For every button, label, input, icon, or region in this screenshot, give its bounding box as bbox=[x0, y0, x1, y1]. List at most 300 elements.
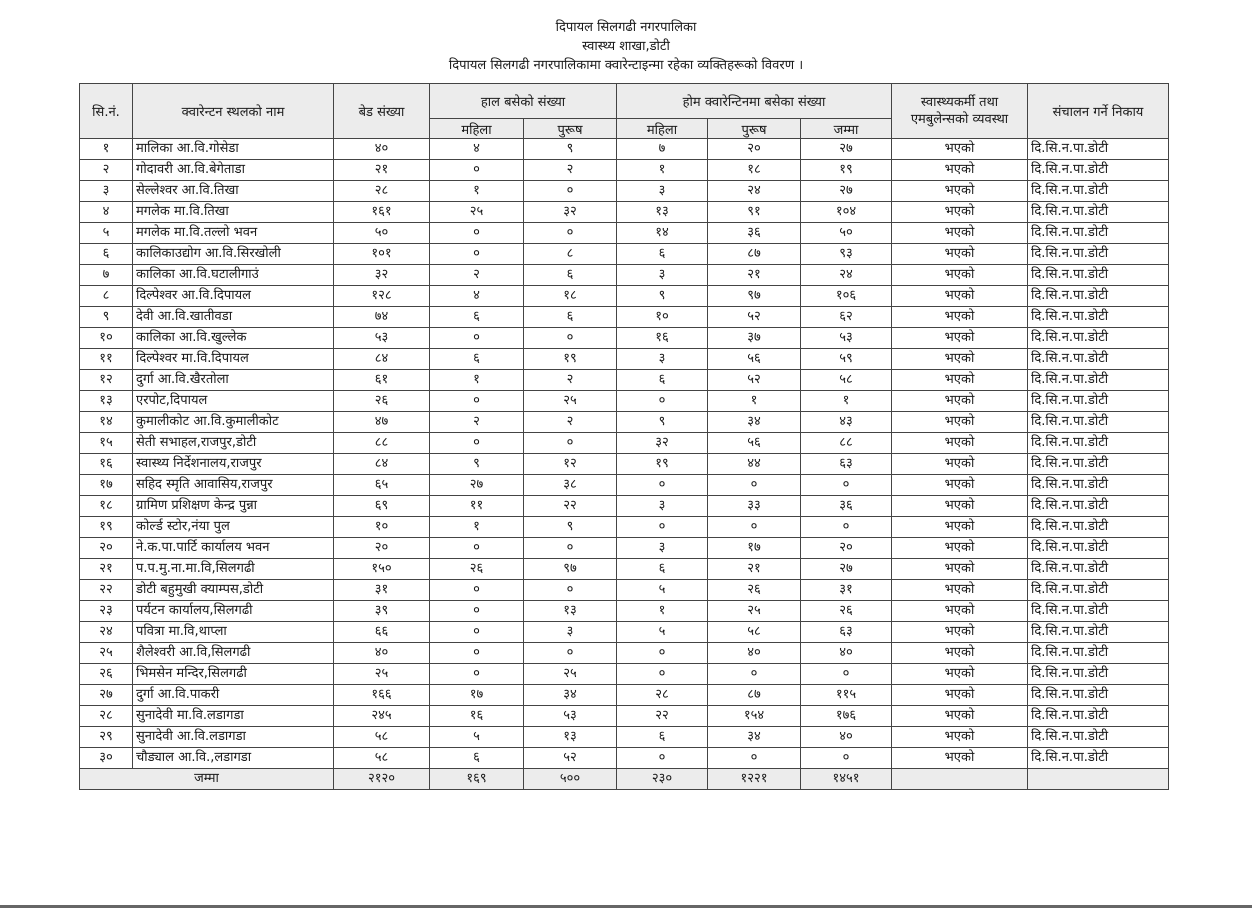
cell-home-male: ५६ bbox=[708, 349, 801, 370]
cell-sn: ५ bbox=[80, 223, 133, 244]
table-row bbox=[80, 202, 1169, 223]
cell-name: सुनादेवी आ.वि.लडागडा bbox=[133, 727, 334, 748]
col-header-home-male: पुरूष bbox=[708, 119, 801, 139]
cell-home-male: ५२ bbox=[708, 307, 801, 328]
table-row bbox=[80, 496, 1169, 517]
total-current-male: ५०० bbox=[524, 769, 617, 790]
table-row bbox=[80, 517, 1169, 538]
cell-agency: दि.सि.न.पा.डोटी bbox=[1028, 454, 1169, 475]
cell-beds: ६९ bbox=[334, 496, 430, 517]
cell-home-female: १ bbox=[617, 160, 708, 181]
cell-current-female: १ bbox=[430, 181, 524, 202]
cell-health: भएको bbox=[892, 475, 1028, 496]
table-row bbox=[80, 391, 1169, 412]
cell-sn: १५ bbox=[80, 433, 133, 454]
cell-home-total: ४३ bbox=[801, 412, 892, 433]
cell-beds: ६५ bbox=[334, 475, 430, 496]
cell-home-female: ० bbox=[617, 475, 708, 496]
cell-home-total: ० bbox=[801, 517, 892, 538]
cell-health: भएको bbox=[892, 622, 1028, 643]
cell-sn: १३ bbox=[80, 391, 133, 412]
col-header-home-total: जम्मा bbox=[801, 119, 892, 139]
cell-current-male: ३ bbox=[524, 622, 617, 643]
cell-agency: दि.सि.न.पा.डोटी bbox=[1028, 139, 1169, 160]
cell-home-male: १५४ bbox=[708, 706, 801, 727]
cell-name: डोटी बहुमुखी क्याम्पस,डोटी bbox=[133, 580, 334, 601]
cell-current-male: ० bbox=[524, 223, 617, 244]
cell-current-male: २५ bbox=[524, 664, 617, 685]
cell-health: भएको bbox=[892, 307, 1028, 328]
cell-home-female: ७ bbox=[617, 139, 708, 160]
cell-health: भएको bbox=[892, 727, 1028, 748]
cell-beds: ७४ bbox=[334, 307, 430, 328]
cell-beds: १०१ bbox=[334, 244, 430, 265]
table-row bbox=[80, 748, 1169, 769]
cell-health: भएको bbox=[892, 160, 1028, 181]
totals-row bbox=[80, 769, 1169, 790]
cell-current-male: ० bbox=[524, 538, 617, 559]
cell-sn: २८ bbox=[80, 706, 133, 727]
cell-current-female: ६ bbox=[430, 748, 524, 769]
cell-beds: २१ bbox=[334, 160, 430, 181]
cell-home-male: २१ bbox=[708, 265, 801, 286]
cell-current-male: १२ bbox=[524, 454, 617, 475]
cell-home-female: १४ bbox=[617, 223, 708, 244]
report-header bbox=[0, 18, 1252, 75]
cell-sn: ४ bbox=[80, 202, 133, 223]
table-row bbox=[80, 601, 1169, 622]
cell-name: देवी आ.वि.खातीवडा bbox=[133, 307, 334, 328]
cell-home-female: ३ bbox=[617, 538, 708, 559]
cell-home-female: ६ bbox=[617, 244, 708, 265]
cell-name: एरपोट,दिपायल bbox=[133, 391, 334, 412]
cell-sn: २२ bbox=[80, 580, 133, 601]
cell-current-male: ० bbox=[524, 181, 617, 202]
cell-health: भएको bbox=[892, 685, 1028, 706]
cell-sn: १९ bbox=[80, 517, 133, 538]
cell-home-male: ८७ bbox=[708, 685, 801, 706]
cell-home-total: ६२ bbox=[801, 307, 892, 328]
cell-home-female: ६ bbox=[617, 559, 708, 580]
col-header-home-female: महिला bbox=[617, 119, 708, 139]
table-row bbox=[80, 160, 1169, 181]
cell-home-female: ३ bbox=[617, 265, 708, 286]
table-row bbox=[80, 727, 1169, 748]
cell-home-male: २१ bbox=[708, 559, 801, 580]
cell-current-male: ६ bbox=[524, 265, 617, 286]
cell-home-male: ३३ bbox=[708, 496, 801, 517]
cell-current-female: ० bbox=[430, 580, 524, 601]
cell-current-male: १३ bbox=[524, 727, 617, 748]
cell-sn: ११ bbox=[80, 349, 133, 370]
cell-agency: दि.सि.न.पा.डोटी bbox=[1028, 265, 1169, 286]
cell-health: भएको bbox=[892, 433, 1028, 454]
cell-home-female: १६ bbox=[617, 328, 708, 349]
table-row bbox=[80, 349, 1169, 370]
cell-sn: ९ bbox=[80, 307, 133, 328]
cell-current-male: २ bbox=[524, 370, 617, 391]
table-row bbox=[80, 685, 1169, 706]
table-row bbox=[80, 580, 1169, 601]
cell-home-total: १७६ bbox=[801, 706, 892, 727]
section-title: स्वास्थ्य शाखा,डोटी bbox=[582, 39, 670, 54]
cell-home-male: २४ bbox=[708, 181, 801, 202]
cell-beds: ५० bbox=[334, 223, 430, 244]
cell-current-female: २ bbox=[430, 412, 524, 433]
cell-sn: २४ bbox=[80, 622, 133, 643]
cell-agency: दि.सि.न.पा.डोटी bbox=[1028, 349, 1169, 370]
cell-name: शैलेश्वरी आ.वि,सिलगढी bbox=[133, 643, 334, 664]
cell-current-male: ९ bbox=[524, 517, 617, 538]
cell-home-female: ५ bbox=[617, 580, 708, 601]
cell-name: सहिद स्मृति आवासिय,राजपुर bbox=[133, 475, 334, 496]
cell-home-male: १७ bbox=[708, 538, 801, 559]
cell-sn: २६ bbox=[80, 664, 133, 685]
cell-home-male: ३७ bbox=[708, 328, 801, 349]
cell-name: गोदावरी आ.वि.बेगेताडा bbox=[133, 160, 334, 181]
cell-home-total: ० bbox=[801, 748, 892, 769]
cell-current-male: २ bbox=[524, 160, 617, 181]
page-bottom-rule bbox=[0, 905, 1252, 908]
cell-current-female: ४ bbox=[430, 139, 524, 160]
cell-beds: ५८ bbox=[334, 748, 430, 769]
cell-beds: २६ bbox=[334, 391, 430, 412]
table-row bbox=[80, 622, 1169, 643]
cell-current-male: ३२ bbox=[524, 202, 617, 223]
cell-sn: १७ bbox=[80, 475, 133, 496]
cell-agency: दि.सि.न.पा.डोटी bbox=[1028, 643, 1169, 664]
cell-name: दुर्गा आ.वि.खैरतोला bbox=[133, 370, 334, 391]
cell-beds: ३२ bbox=[334, 265, 430, 286]
cell-name: मगलेक मा.वि.तल्लो भवन bbox=[133, 223, 334, 244]
cell-name: ग्रामिण प्रशिक्षण केन्द्र पुन्ना bbox=[133, 496, 334, 517]
cell-agency: दि.सि.न.पा.डोटी bbox=[1028, 559, 1169, 580]
cell-agency: दि.सि.न.पा.डोटी bbox=[1028, 727, 1169, 748]
cell-name: मगलेक मा.वि.तिखा bbox=[133, 202, 334, 223]
col-header-home-group: होम क्वारेन्टिनमा बसेका संख्या bbox=[617, 84, 892, 119]
cell-current-female: ४ bbox=[430, 286, 524, 307]
cell-name: कालिका आ.वि.घटालीगाउं bbox=[133, 265, 334, 286]
cell-current-female: ० bbox=[430, 433, 524, 454]
cell-agency: दि.सि.न.पा.डोटी bbox=[1028, 391, 1169, 412]
cell-name: कालिकाउद्योग आ.वि.सिरखोली bbox=[133, 244, 334, 265]
cell-agency: दि.सि.न.पा.डोटी bbox=[1028, 160, 1169, 181]
cell-health: भएको bbox=[892, 223, 1028, 244]
cell-health: भएको bbox=[892, 538, 1028, 559]
cell-beds: १६१ bbox=[334, 202, 430, 223]
cell-health: भएको bbox=[892, 391, 1028, 412]
table-row bbox=[80, 706, 1169, 727]
cell-current-male: १८ bbox=[524, 286, 617, 307]
cell-home-total: ५० bbox=[801, 223, 892, 244]
cell-current-male: ० bbox=[524, 328, 617, 349]
cell-home-male: ५२ bbox=[708, 370, 801, 391]
cell-current-male: ९ bbox=[524, 139, 617, 160]
cell-agency: दि.सि.न.पा.डोटी bbox=[1028, 748, 1169, 769]
cell-agency: दि.सि.न.पा.डोटी bbox=[1028, 664, 1169, 685]
cell-home-total: ६३ bbox=[801, 454, 892, 475]
table-row bbox=[80, 475, 1169, 496]
cell-home-total: १०६ bbox=[801, 286, 892, 307]
cell-current-female: २५ bbox=[430, 202, 524, 223]
cell-home-male: ४४ bbox=[708, 454, 801, 475]
table-row bbox=[80, 328, 1169, 349]
cell-home-total: ४० bbox=[801, 643, 892, 664]
cell-agency: दि.सि.न.पा.डोटी bbox=[1028, 307, 1169, 328]
cell-current-female: १ bbox=[430, 370, 524, 391]
cell-sn: १८ bbox=[80, 496, 133, 517]
cell-agency: दि.सि.न.पा.डोटी bbox=[1028, 244, 1169, 265]
table-row bbox=[80, 559, 1169, 580]
table-row bbox=[80, 307, 1169, 328]
cell-sn: २१ bbox=[80, 559, 133, 580]
cell-home-male: ३६ bbox=[708, 223, 801, 244]
cell-current-female: ० bbox=[430, 328, 524, 349]
cell-current-female: ० bbox=[430, 538, 524, 559]
cell-home-male: ८७ bbox=[708, 244, 801, 265]
cell-home-male: ० bbox=[708, 517, 801, 538]
table-row bbox=[80, 454, 1169, 475]
cell-health: भएको bbox=[892, 517, 1028, 538]
table-row bbox=[80, 643, 1169, 664]
cell-home-total: १०४ bbox=[801, 202, 892, 223]
total-home-female: २३० bbox=[617, 769, 708, 790]
cell-health: भएको bbox=[892, 265, 1028, 286]
cell-sn: १ bbox=[80, 139, 133, 160]
cell-home-female: १३ bbox=[617, 202, 708, 223]
cell-home-male: ५८ bbox=[708, 622, 801, 643]
cell-home-male: १८ bbox=[708, 160, 801, 181]
cell-name: सेल्लेश्वर आ.वि.तिखा bbox=[133, 181, 334, 202]
cell-beds: ५८ bbox=[334, 727, 430, 748]
cell-sn: १२ bbox=[80, 370, 133, 391]
table-row bbox=[80, 265, 1169, 286]
cell-home-total: २७ bbox=[801, 139, 892, 160]
cell-home-male: ९७ bbox=[708, 286, 801, 307]
cell-home-male: ५६ bbox=[708, 433, 801, 454]
cell-home-female: ३ bbox=[617, 496, 708, 517]
table-row bbox=[80, 244, 1169, 265]
col-header-current-female: महिला bbox=[430, 119, 524, 139]
cell-current-female: ६ bbox=[430, 349, 524, 370]
cell-home-total: ९३ bbox=[801, 244, 892, 265]
cell-home-female: ० bbox=[617, 643, 708, 664]
cell-agency: दि.सि.न.पा.डोटी bbox=[1028, 181, 1169, 202]
total-home-male: १२२१ bbox=[708, 769, 801, 790]
cell-health: भएको bbox=[892, 370, 1028, 391]
cell-name: पवित्रा मा.वि,थाप्ला bbox=[133, 622, 334, 643]
cell-beds: २० bbox=[334, 538, 430, 559]
col-header-beds: बेड संख्या bbox=[334, 84, 430, 139]
cell-home-male: २० bbox=[708, 139, 801, 160]
cell-home-total: १९ bbox=[801, 160, 892, 181]
cell-current-female: ० bbox=[430, 664, 524, 685]
cell-name: पर्यटन कार्यालय,सिलगढी bbox=[133, 601, 334, 622]
cell-agency: दि.सि.न.पा.डोटी bbox=[1028, 580, 1169, 601]
cell-name: कालिका आ.वि.खुल्लेक bbox=[133, 328, 334, 349]
cell-name: कुमालीकोट आ.वि.कुमालीकोट bbox=[133, 412, 334, 433]
cell-health: भएको bbox=[892, 454, 1028, 475]
cell-health: भएको bbox=[892, 244, 1028, 265]
cell-health: भएको bbox=[892, 286, 1028, 307]
cell-name: ने.क.पा.पार्टि कार्यालय भवन bbox=[133, 538, 334, 559]
cell-home-total: २७ bbox=[801, 181, 892, 202]
cell-home-total: १ bbox=[801, 391, 892, 412]
cell-home-female: ३ bbox=[617, 181, 708, 202]
cell-beds: ३१ bbox=[334, 580, 430, 601]
cell-agency: दि.सि.न.पा.डोटी bbox=[1028, 706, 1169, 727]
cell-current-male: ५२ bbox=[524, 748, 617, 769]
total-agency-blank bbox=[1028, 769, 1169, 790]
cell-current-male: ६ bbox=[524, 307, 617, 328]
cell-name: प.प.मु.ना.मा.वि,सिलगढी bbox=[133, 559, 334, 580]
table-row bbox=[80, 664, 1169, 685]
total-home-total: १४५१ bbox=[801, 769, 892, 790]
cell-home-total: ० bbox=[801, 475, 892, 496]
cell-home-male: ३४ bbox=[708, 727, 801, 748]
cell-current-male: ३४ bbox=[524, 685, 617, 706]
cell-agency: दि.सि.न.पा.डोटी bbox=[1028, 601, 1169, 622]
col-header-sn: सि.नं. bbox=[80, 84, 133, 139]
cell-current-male: ० bbox=[524, 643, 617, 664]
cell-health: भएको bbox=[892, 706, 1028, 727]
cell-agency: दि.सि.न.पा.डोटी bbox=[1028, 538, 1169, 559]
total-health-blank bbox=[892, 769, 1028, 790]
table-row bbox=[80, 538, 1169, 559]
cell-home-total: २६ bbox=[801, 601, 892, 622]
cell-health: भएको bbox=[892, 202, 1028, 223]
cell-current-female: १ bbox=[430, 517, 524, 538]
table-row bbox=[80, 412, 1169, 433]
cell-beds: २४५ bbox=[334, 706, 430, 727]
cell-home-female: २८ bbox=[617, 685, 708, 706]
cell-sn: १६ bbox=[80, 454, 133, 475]
cell-name: दिल्पेश्वर आ.वि.दिपायल bbox=[133, 286, 334, 307]
cell-name: मालिका आ.वि.गोसेडा bbox=[133, 139, 334, 160]
cell-agency: दि.सि.न.पा.डोटी bbox=[1028, 685, 1169, 706]
cell-home-total: ५३ bbox=[801, 328, 892, 349]
cell-home-female: ५ bbox=[617, 622, 708, 643]
cell-home-female: १९ bbox=[617, 454, 708, 475]
cell-sn: २९ bbox=[80, 727, 133, 748]
total-current-female: १६९ bbox=[430, 769, 524, 790]
cell-name: दुर्गा आ.वि.पाकरी bbox=[133, 685, 334, 706]
cell-home-total: ५९ bbox=[801, 349, 892, 370]
cell-current-female: ० bbox=[430, 601, 524, 622]
cell-current-male: ० bbox=[524, 433, 617, 454]
cell-beds: ८४ bbox=[334, 454, 430, 475]
table-row bbox=[80, 223, 1169, 244]
cell-sn: २५ bbox=[80, 643, 133, 664]
report-subtitle: दिपायल सिलगढी नगरपालिकामा क्वारेन्टाइन्मा रहेका व्यक्तिहरूको विवरण । bbox=[448, 58, 804, 73]
cell-home-male: ३४ bbox=[708, 412, 801, 433]
cell-agency: दि.सि.न.पा.डोटी bbox=[1028, 328, 1169, 349]
cell-name: भिमसेन मन्दिर,सिलगढी bbox=[133, 664, 334, 685]
cell-name: चौड्याल आ.वि.,लडागडा bbox=[133, 748, 334, 769]
cell-home-total: २४ bbox=[801, 265, 892, 286]
cell-sn: १४ bbox=[80, 412, 133, 433]
cell-agency: दि.सि.न.पा.डोटी bbox=[1028, 622, 1169, 643]
table-row bbox=[80, 139, 1169, 160]
cell-home-total: ५८ bbox=[801, 370, 892, 391]
cell-name: स्वास्थ्य निर्देशनालय,राजपुर bbox=[133, 454, 334, 475]
cell-beds: ४० bbox=[334, 643, 430, 664]
cell-home-total: ६३ bbox=[801, 622, 892, 643]
cell-home-total: ० bbox=[801, 664, 892, 685]
cell-sn: २ bbox=[80, 160, 133, 181]
cell-current-male: २५ bbox=[524, 391, 617, 412]
cell-agency: दि.सि.न.पा.डोटी bbox=[1028, 223, 1169, 244]
cell-home-male: १ bbox=[708, 391, 801, 412]
cell-current-female: ० bbox=[430, 391, 524, 412]
cell-beds: २८ bbox=[334, 181, 430, 202]
cell-home-male: ४० bbox=[708, 643, 801, 664]
cell-home-female: ३२ bbox=[617, 433, 708, 454]
cell-current-male: ८ bbox=[524, 244, 617, 265]
cell-current-female: २ bbox=[430, 265, 524, 286]
cell-health: भएको bbox=[892, 349, 1028, 370]
cell-home-female: ६ bbox=[617, 727, 708, 748]
cell-current-female: ११ bbox=[430, 496, 524, 517]
cell-beds: १२८ bbox=[334, 286, 430, 307]
cell-current-female: २६ bbox=[430, 559, 524, 580]
cell-sn: १० bbox=[80, 328, 133, 349]
cell-current-female: १६ bbox=[430, 706, 524, 727]
cell-sn: ७ bbox=[80, 265, 133, 286]
cell-beds: ६६ bbox=[334, 622, 430, 643]
cell-beds: ८४ bbox=[334, 349, 430, 370]
cell-current-male: ९७ bbox=[524, 559, 617, 580]
cell-current-female: ० bbox=[430, 160, 524, 181]
cell-home-female: ० bbox=[617, 517, 708, 538]
cell-beds: ४० bbox=[334, 139, 430, 160]
quarantine-table bbox=[79, 83, 1169, 790]
cell-agency: दि.सि.न.पा.डोटी bbox=[1028, 517, 1169, 538]
cell-sn: २३ bbox=[80, 601, 133, 622]
cell-health: भएको bbox=[892, 559, 1028, 580]
cell-current-male: १९ bbox=[524, 349, 617, 370]
cell-health: भएको bbox=[892, 664, 1028, 685]
cell-current-female: ० bbox=[430, 223, 524, 244]
cell-beds: ३९ bbox=[334, 601, 430, 622]
cell-current-female: ० bbox=[430, 622, 524, 643]
cell-health: भएको bbox=[892, 328, 1028, 349]
cell-beds: ५३ bbox=[334, 328, 430, 349]
cell-current-female: ६ bbox=[430, 307, 524, 328]
cell-name: दिल्पेश्वर मा.वि.दिपायल bbox=[133, 349, 334, 370]
cell-beds: २५ bbox=[334, 664, 430, 685]
col-header-agency: संचालन गर्ने निकाय bbox=[1028, 84, 1169, 139]
cell-current-male: ३८ bbox=[524, 475, 617, 496]
cell-home-male: ९१ bbox=[708, 202, 801, 223]
cell-health: भएको bbox=[892, 748, 1028, 769]
cell-home-total: २० bbox=[801, 538, 892, 559]
cell-home-male: २६ bbox=[708, 580, 801, 601]
cell-agency: दि.सि.न.पा.डोटी bbox=[1028, 202, 1169, 223]
cell-home-total: ८८ bbox=[801, 433, 892, 454]
cell-home-female: ० bbox=[617, 391, 708, 412]
cell-home-female: ० bbox=[617, 664, 708, 685]
cell-home-female: ० bbox=[617, 748, 708, 769]
cell-home-male: ० bbox=[708, 475, 801, 496]
cell-home-male: ० bbox=[708, 664, 801, 685]
cell-sn: ६ bbox=[80, 244, 133, 265]
cell-current-female: ० bbox=[430, 643, 524, 664]
cell-agency: दि.सि.न.पा.डोटी bbox=[1028, 475, 1169, 496]
cell-home-male: २५ bbox=[708, 601, 801, 622]
cell-home-male: ० bbox=[708, 748, 801, 769]
cell-health: भएको bbox=[892, 496, 1028, 517]
